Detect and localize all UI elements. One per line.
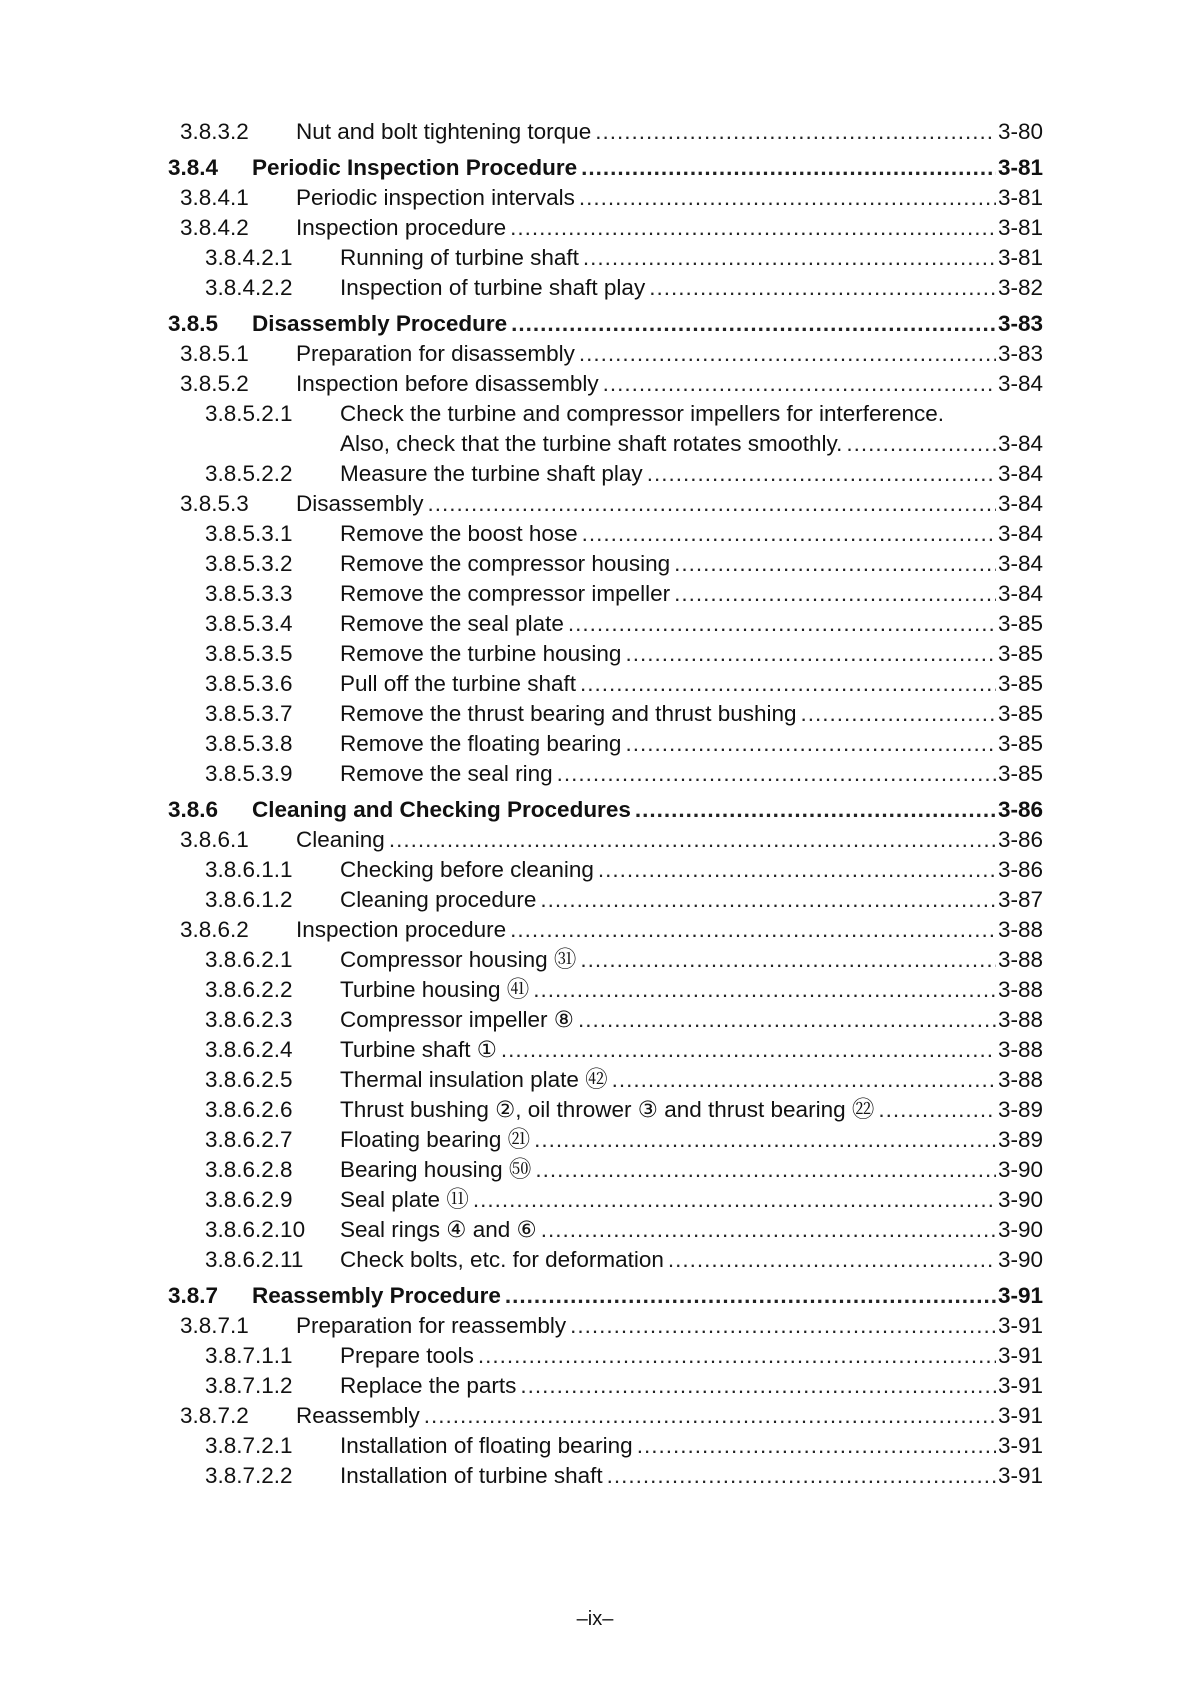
toc-entry-title: Remove the turbine housing	[340, 641, 622, 666]
toc-entry-number: 3.8.6.2.1	[205, 947, 293, 972]
toc-entry-number: 3.8.3.2	[180, 119, 249, 144]
toc-entry-page: 3-85	[997, 641, 1043, 666]
dot-leader	[510, 916, 996, 944]
toc-entry-page: 3-88	[997, 1007, 1043, 1032]
toc-entry-title: Reassembly Procedure	[252, 1283, 501, 1308]
dot-leader	[505, 1282, 996, 1310]
toc-entry-title: Installation of turbine shaft	[340, 1463, 603, 1488]
toc-entry[interactable]	[205, 856, 1043, 884]
toc-entry-number: 3.8.6.2.9	[205, 1187, 293, 1212]
toc-entry-number: 3.8.5.1	[180, 341, 249, 366]
toc-entry[interactable]	[205, 886, 1043, 914]
toc-entry-number: 3.8.7	[168, 1283, 219, 1308]
toc-entry-number: 3.8.6.1	[180, 827, 249, 852]
toc-entry-page: 3-89	[997, 1127, 1043, 1152]
toc-entry-number: 3.8.7.2.2	[205, 1463, 293, 1488]
dot-leader	[582, 520, 996, 548]
dot-leader	[637, 1432, 996, 1460]
toc-entry-page: 3-84	[997, 521, 1043, 546]
toc-entry-title: Turbine shaft ①	[340, 1037, 497, 1062]
toc-entry-number: 3.8.5.3.9	[205, 761, 293, 786]
toc-entry-number: 3.8.7.2.1	[205, 1433, 293, 1458]
dot-leader	[674, 550, 996, 578]
toc-entry-number: 3.8.5.2.2	[205, 461, 293, 486]
toc-entry[interactable]	[205, 460, 1043, 488]
dot-leader	[607, 1462, 996, 1490]
toc-entry-number: 3.8.6.2	[180, 917, 249, 942]
toc-entry-title: Checking before cleaning	[340, 857, 594, 882]
toc-entry[interactable]	[180, 214, 1043, 242]
toc-entry-page: 3-81	[997, 185, 1043, 210]
toc-entry-number: 3.8.5.3.7	[205, 701, 293, 726]
toc-entry-title: Remove the floating bearing	[340, 731, 622, 756]
toc-entry-number: 3.8.5	[168, 311, 219, 336]
toc-entry-title: Disassembly Procedure	[252, 311, 508, 336]
toc-entry-page: 3-81	[997, 155, 1043, 180]
toc-entry-page: 3-86	[997, 857, 1043, 882]
toc-entry-number: 3.8.5.3.2	[205, 551, 293, 576]
toc-entry[interactable]	[205, 1006, 1043, 1034]
dot-leader	[579, 184, 996, 212]
dot-leader	[612, 1066, 996, 1094]
dot-leader	[647, 460, 996, 488]
toc-entry-page: 3-90	[997, 1157, 1043, 1182]
dot-leader	[389, 826, 996, 854]
toc-entry[interactable]	[180, 184, 1043, 212]
toc-entry[interactable]	[180, 370, 1043, 398]
toc-entry-number: 3.8.5.3.6	[205, 671, 293, 696]
toc-entry-title: Inspection of turbine shaft play	[340, 275, 646, 300]
toc-entry[interactable]	[205, 760, 1043, 788]
dot-leader	[668, 1246, 996, 1274]
toc-entry-page: 3-81	[997, 245, 1043, 270]
toc-entry-title: Periodic Inspection Procedure	[252, 155, 578, 180]
dot-leader	[579, 340, 996, 368]
toc-entry-title: Reassembly	[296, 1403, 420, 1428]
toc-entry[interactable]	[205, 1342, 1043, 1370]
toc-entry[interactable]	[205, 976, 1043, 1004]
toc-entry-title: Remove the seal ring	[340, 761, 553, 786]
toc-entry-number: 3.8.6.2.10	[205, 1217, 306, 1242]
toc-entry-title: Remove the thrust bearing and thrust bushing	[340, 701, 797, 726]
toc-entry-number: 3.8.6.1.1	[205, 857, 293, 882]
dot-leader	[478, 1342, 996, 1370]
toc-entry-page: 3-81	[997, 215, 1043, 240]
toc-entry-title: Thrust bushing ②, oil thrower ③ and thrust bearing ㉒	[340, 1097, 875, 1122]
toc-entry[interactable]	[205, 700, 1043, 728]
toc-entry-page: 3-88	[997, 1067, 1043, 1092]
toc-entry-page: 3-84	[997, 431, 1043, 456]
toc-entry-number: 3.8.5.3.8	[205, 731, 293, 756]
toc-entry-page: 3-85	[997, 761, 1043, 786]
dot-leader	[424, 1402, 996, 1430]
toc-entry[interactable]	[168, 1282, 1043, 1310]
toc-entry[interactable]	[205, 1432, 1043, 1460]
toc-entry-page: 3-91	[997, 1373, 1043, 1398]
toc-entry-number: 3.8.7.1.1	[205, 1343, 293, 1368]
toc-entry[interactable]	[205, 946, 1043, 974]
toc-entry-page: 3-88	[997, 917, 1043, 942]
toc-entry-page: 3-91	[997, 1313, 1043, 1338]
toc-entry[interactable]	[205, 274, 1043, 302]
dot-leader	[580, 946, 996, 974]
toc-entry-page: 3-88	[997, 947, 1043, 972]
toc-entry-title: Inspection before disassembly	[296, 371, 599, 396]
toc-entry[interactable]	[168, 796, 1043, 824]
toc-entry-number: 3.8.7.1.2	[205, 1373, 293, 1398]
toc-entry[interactable]	[205, 400, 1043, 428]
dot-leader	[649, 274, 996, 302]
toc-entry[interactable]	[180, 340, 1043, 368]
toc-entry-number: 3.8.6.2.11	[205, 1247, 304, 1272]
dot-leader	[534, 1126, 996, 1154]
toc-entry-title: Periodic inspection intervals	[296, 185, 575, 210]
toc-entry-page: 3-90	[997, 1217, 1043, 1242]
toc-entry-number: 3.8.7.2	[180, 1403, 249, 1428]
toc-entry[interactable]	[180, 490, 1043, 518]
toc-entry-title: Disassembly	[296, 491, 424, 516]
toc-entry-number: 3.8.6.1.2	[205, 887, 293, 912]
toc-entry-title: Nut and bolt tightening torque	[296, 119, 592, 144]
toc-entry-title: Thermal insulation plate ㊷	[340, 1067, 608, 1092]
toc-entry-page: 3-80	[997, 119, 1043, 144]
toc-entry[interactable]	[205, 1066, 1043, 1094]
toc-entry[interactable]	[205, 520, 1043, 548]
toc-entry[interactable]	[180, 1402, 1043, 1430]
toc-entry[interactable]	[180, 916, 1043, 944]
toc-entry[interactable]	[205, 1126, 1043, 1154]
toc-entry-number: 3.8.6.2.2	[205, 977, 293, 1002]
dot-leader	[541, 1216, 996, 1244]
toc-entry-page: 3-91	[997, 1283, 1043, 1308]
toc-entry-number: 3.8.5.2.1	[205, 401, 293, 426]
toc-entry-number: 3.8.6.2.7	[205, 1127, 293, 1152]
toc-entry-title: Replace the parts	[340, 1373, 517, 1398]
toc-entry-title: Bearing housing ㊿	[340, 1157, 532, 1182]
toc-entry-number: 3.8.4.2.1	[205, 245, 293, 270]
toc-entry-title: Prepare tools	[340, 1343, 474, 1368]
toc-entry-title: Remove the seal plate	[340, 611, 564, 636]
toc-entry-title: Cleaning and Checking Procedures	[252, 797, 631, 822]
toc-entry-number: 3.8.6.2.8	[205, 1157, 293, 1182]
toc-entry[interactable]	[205, 1246, 1043, 1274]
toc-entry-title: Compressor impeller ⑧	[340, 1007, 574, 1032]
toc-entry-page: 3-91	[997, 1403, 1043, 1428]
toc-entry[interactable]	[205, 1186, 1043, 1214]
dot-leader	[878, 1096, 996, 1124]
toc-entry-title: Preparation for reassembly	[296, 1313, 567, 1338]
toc-entry-page: 3-91	[997, 1343, 1043, 1368]
toc-entry-page: 3-83	[997, 341, 1043, 366]
toc-entry-title: Seal rings ④ and ⑥	[340, 1217, 537, 1242]
toc-entry[interactable]	[205, 430, 1043, 458]
toc-entry[interactable]	[205, 1372, 1043, 1400]
toc-entry-number: 3.8.4.2.2	[205, 275, 293, 300]
dot-leader	[510, 214, 996, 242]
dot-leader	[568, 610, 996, 638]
toc-entry-number: 3.8.6.2.6	[205, 1097, 293, 1122]
toc-entry-title: Also, check that the turbine shaft rotates smoothly.	[340, 431, 843, 456]
dot-leader	[583, 244, 996, 272]
toc-entry-title: Cleaning	[296, 827, 385, 852]
dot-leader	[535, 1156, 996, 1184]
toc-entry-title: Running of turbine shaft	[340, 245, 579, 270]
dot-leader	[846, 430, 996, 458]
toc-entry-number: 3.8.5.3.3	[205, 581, 293, 606]
toc-entry-page: 3-91	[997, 1463, 1043, 1488]
toc-entry[interactable]	[205, 640, 1043, 668]
toc-entry-number: 3.8.5.3	[180, 491, 249, 516]
toc-entry[interactable]	[180, 118, 1043, 146]
dot-leader	[501, 1036, 996, 1064]
toc-entry-title: Remove the compressor impeller	[340, 581, 671, 606]
dot-leader	[570, 1312, 996, 1340]
toc-entry-number: 3.8.6	[168, 797, 219, 822]
dot-leader	[473, 1186, 996, 1214]
toc-entry-page: 3-85	[997, 731, 1043, 756]
toc-entry-title: Compressor housing ㉛	[340, 947, 577, 972]
toc-entry-page: 3-86	[997, 797, 1043, 822]
dot-leader	[540, 886, 996, 914]
toc-entry-title: Remove the boost hose	[340, 521, 578, 546]
toc-entry-title: Check bolts, etc. for deformation	[340, 1247, 664, 1272]
toc-entry-page: 3-90	[997, 1187, 1043, 1212]
toc-entry-number: 3.8.6.2.5	[205, 1067, 293, 1092]
toc-entry[interactable]	[180, 826, 1043, 854]
toc-entry-number: 3.8.4	[168, 155, 219, 180]
toc-entry-title: Cleaning procedure	[340, 887, 537, 912]
dot-leader	[533, 976, 996, 1004]
toc-entry-number: 3.8.6.2.4	[205, 1037, 293, 1062]
dot-leader	[428, 490, 996, 518]
toc-entry-page: 3-85	[997, 671, 1043, 696]
dot-leader	[511, 310, 996, 338]
toc-entry-title: Measure the turbine shaft play	[340, 461, 643, 486]
toc-entry-page: 3-84	[997, 491, 1043, 516]
toc-entry-title: Seal plate ⑪	[340, 1187, 469, 1212]
toc-entry-page: 3-84	[997, 551, 1043, 576]
toc-entry[interactable]	[205, 1156, 1043, 1184]
dot-leader	[580, 670, 996, 698]
toc-entry[interactable]	[205, 550, 1043, 578]
dot-leader	[581, 154, 996, 182]
dot-leader	[598, 856, 996, 884]
toc-entry-page: 3-88	[997, 977, 1043, 1002]
toc-entry-number: 3.8.7.1	[180, 1313, 249, 1338]
toc-entry-page: 3-84	[997, 371, 1043, 396]
toc-entry-page: 3-84	[997, 461, 1043, 486]
toc-entry-title: Inspection procedure	[296, 215, 507, 240]
toc-entry[interactable]	[205, 610, 1043, 638]
toc-entry-title: Pull off the turbine shaft	[340, 671, 576, 696]
dot-leader	[595, 118, 996, 146]
toc-entry-number: 3.8.4.1	[180, 185, 249, 210]
toc-entry[interactable]	[205, 730, 1043, 758]
toc-entry-number: 3.8.4.2	[180, 215, 249, 240]
toc-entry-title: Check the turbine and compressor impellers for interference.	[340, 401, 945, 426]
toc-entry-page: 3-83	[997, 311, 1043, 336]
dot-leader	[635, 796, 996, 824]
toc-entry-page: 3-89	[997, 1097, 1043, 1122]
toc-entry[interactable]	[180, 1312, 1043, 1340]
toc-entry-title: Installation of floating bearing	[340, 1433, 633, 1458]
dot-leader	[603, 370, 996, 398]
toc-entry-number: 3.8.5.3.5	[205, 641, 293, 666]
page-number-footer: –ix–	[576, 1608, 614, 1630]
toc-entry[interactable]	[168, 310, 1043, 338]
toc-entry[interactable]	[205, 244, 1043, 272]
toc-entry-number: 3.8.5.3.4	[205, 611, 293, 636]
toc-entry[interactable]	[205, 670, 1043, 698]
toc-entry-page: 3-86	[997, 827, 1043, 852]
toc-entry-page: 3-88	[997, 1037, 1043, 1062]
toc-entry[interactable]	[205, 1036, 1043, 1064]
dot-leader	[625, 640, 996, 668]
dot-leader	[625, 730, 996, 758]
toc-entry-page: 3-84	[997, 581, 1043, 606]
toc-entry[interactable]	[205, 1462, 1043, 1490]
dot-leader	[557, 760, 996, 788]
dot-leader	[674, 580, 996, 608]
toc-entry-page: 3-82	[997, 275, 1043, 300]
toc-entry-page: 3-85	[997, 611, 1043, 636]
toc-entry-page: 3-85	[997, 701, 1043, 726]
toc-entry-title: Floating bearing ㉑	[340, 1127, 531, 1152]
toc-entry-title: Inspection procedure	[296, 917, 507, 942]
toc-entry-page: 3-91	[997, 1433, 1043, 1458]
toc-entry-number: 3.8.5.3.1	[205, 521, 293, 546]
toc-entry[interactable]	[168, 154, 1043, 182]
toc-entry[interactable]	[205, 1216, 1043, 1244]
toc-entry-page: 3-87	[997, 887, 1043, 912]
toc-entry-title: Remove the compressor housing	[340, 551, 671, 576]
toc-entry-title: Turbine housing ㊶	[340, 977, 530, 1002]
dot-leader	[801, 700, 996, 728]
toc-entry[interactable]	[205, 1096, 1043, 1124]
toc-entry-title: Preparation for disassembly	[296, 341, 575, 366]
toc-entry[interactable]	[205, 580, 1043, 608]
dot-leader	[520, 1372, 996, 1400]
dot-leader	[578, 1006, 996, 1034]
toc-entry-number: 3.8.6.2.3	[205, 1007, 293, 1032]
toc-entry-page: 3-90	[997, 1247, 1043, 1272]
toc-entry-number: 3.8.5.2	[180, 371, 249, 396]
